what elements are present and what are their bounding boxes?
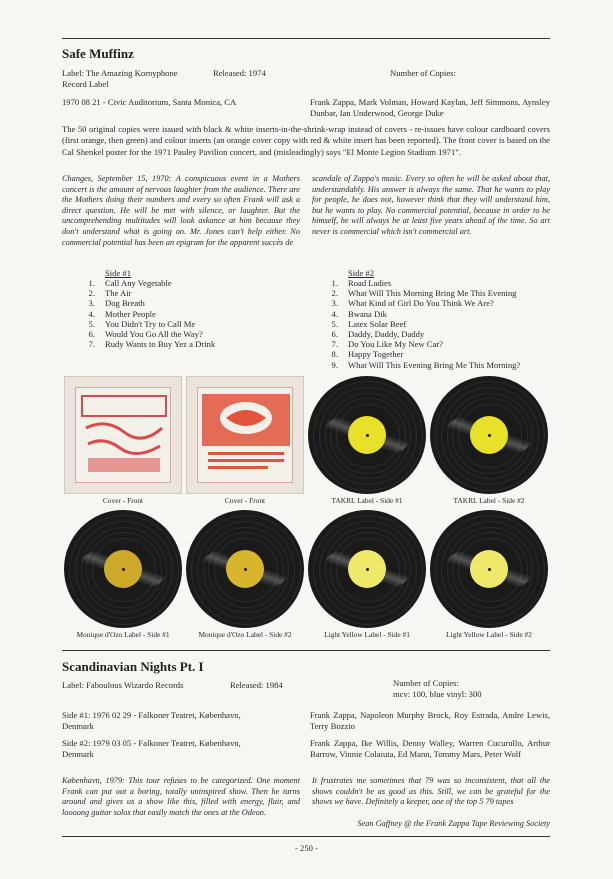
track-number: 2. xyxy=(331,288,338,299)
side1-tracklist xyxy=(75,268,295,349)
side2-tracks xyxy=(318,278,558,370)
track-item xyxy=(75,339,295,349)
side2-heading: Side #2 xyxy=(348,268,375,278)
track-item xyxy=(75,298,295,308)
cover-illustration xyxy=(76,388,172,484)
image-caption: Cover - Front xyxy=(224,496,266,505)
track-number: 4. xyxy=(331,308,338,319)
image-caption: Monique d'Ozo Label - Side #1 xyxy=(76,630,170,639)
track-title: Dog Breath xyxy=(105,298,145,309)
track-number: 2. xyxy=(88,288,95,299)
cover-artwork xyxy=(75,387,171,483)
copies-label: Number of Copies: xyxy=(390,68,456,78)
vinyl-record-image xyxy=(308,376,426,494)
spindle-hole xyxy=(244,568,247,571)
spindle-hole xyxy=(488,568,491,571)
side1-heading: Side #1 xyxy=(105,268,132,278)
image-caption: Light Yellow Label - Side #1 xyxy=(324,630,410,639)
track-item xyxy=(75,329,295,339)
spindle-hole xyxy=(488,434,491,437)
track-item xyxy=(318,360,558,370)
track-number: 1. xyxy=(88,278,95,288)
bottom-rule xyxy=(62,836,550,837)
track-title: Road Ladies xyxy=(348,278,392,288)
review-quote-right: scandale of Zappa's music. Every so often he will be asked about that, understandably. His answer is always the same. That he wants to play for people, he does not, however think that they will understand him, but he wants to play. No commercial potential, because in order to be himself, he will always be at least five years ahead of the time. So art never is commercial which isn't commercial art. xyxy=(312,174,550,236)
vinyl-record-image xyxy=(186,510,304,628)
spindle-hole xyxy=(366,434,369,437)
track-item xyxy=(318,319,558,329)
album2-quote-attribution: Sean Gaffney @ the Frank Zappa Tape Reviewing Society xyxy=(357,819,550,828)
track-number: 8. xyxy=(331,349,338,360)
track-title: You Didn't Try to Call Me xyxy=(105,318,196,329)
album2-copies-label: Number of Copies: xyxy=(393,678,459,688)
track-title: Would You Go All the Way? xyxy=(105,329,203,340)
image-caption: Monique d'Ozo Label - Side #2 xyxy=(198,630,292,639)
track-title: The Air xyxy=(105,288,132,299)
track-title: What Kind of Girl Do You Think We Are? xyxy=(348,298,494,309)
track-title: Do You Like My New Car? xyxy=(348,339,444,350)
section-rule xyxy=(62,650,550,651)
album2-release-info: Released: 1984 xyxy=(230,680,283,690)
track-title: Bwana Dik xyxy=(348,308,387,319)
track-number: 5. xyxy=(88,318,95,329)
track-title: What Will This Evening Bring Me This Morning? xyxy=(348,359,521,370)
album2-quote-right: It frustrates me sometimes that 79 was so inconsistent, that all the shows couldn't be as good as this. Still, we can be grateful for the shows we have. Definitely a keeper, one of the top 5 79 tapes xyxy=(312,776,550,807)
image-caption: TAKRL Label - Side #2 xyxy=(453,496,525,505)
review-quote-left: Changes, September 15, 1970: A conspicuous event in a Mothers concert is the amount of nervous laughter from the audience. There are the Mothers doing their numbers and every so often Frank will ask a direct question. He will be met with silence, or laughter. But the uncomprehending multitudes will look askance at him because they don't understand what is going on. Mr. Jones can't help either. No commercial potential has been an epigram for the apparent succès de xyxy=(62,174,300,247)
image-caption: TAKRL Label - Side #1 xyxy=(331,496,403,505)
album2-title: Scandinavian Nights Pt. I xyxy=(62,659,204,674)
album2-side1-recording: Side #1: 1976 02 29 - Falkoner Teatret, København, Denmark xyxy=(62,710,241,731)
track-item xyxy=(318,329,558,339)
track-number: 9. xyxy=(331,359,338,370)
track-item xyxy=(318,349,558,359)
track-title: Daddy, Daddy, Daddy xyxy=(348,329,425,340)
track-item xyxy=(318,288,558,298)
spindle-hole xyxy=(366,568,369,571)
track-number: 5. xyxy=(331,318,338,329)
track-item xyxy=(75,288,295,298)
album2-copies-value: mcv: 100, blue vinyl: 300 xyxy=(393,689,482,699)
album-description: The 50 original copies were issued with black & white inserts-in-the-shrink-wrap instead of covers - re-issues have colour cardboard covers (first orange, then green) and colour inserts (an orange cover copy with red & white insert has been reported). The front cover is based on the Cal Shenkel poster for the 1971 Pauley Pavilion concert, and (misleadingly) says "El Monte Legion Stadium 1971". xyxy=(62,124,550,157)
track-number: 3. xyxy=(331,298,338,309)
track-item xyxy=(318,309,558,319)
cover-illustration xyxy=(198,388,294,484)
track-number: 1. xyxy=(331,278,338,288)
track-number: 4. xyxy=(88,308,95,319)
album2-side1-musicians: Frank Zappa, Napoleon Murphy Brock, Roy Estrada, Andre Lewis, Terry Bozzio xyxy=(310,710,550,731)
track-title: Mother People xyxy=(105,308,156,319)
track-number: 6. xyxy=(331,329,338,340)
album2-side2-recording: Side #2: 1979 03 05 - Falkoner Teatret, København, Denmark xyxy=(62,738,241,759)
vinyl-record-image xyxy=(430,376,548,494)
side1-tracks xyxy=(75,278,295,349)
track-number: 7. xyxy=(88,339,95,350)
track-title: Call Any Vegetable xyxy=(105,278,172,288)
image-caption: Light Yellow Label - Side #2 xyxy=(446,630,532,639)
track-item xyxy=(318,339,558,349)
top-rule xyxy=(62,38,550,39)
cover-artwork xyxy=(197,387,293,483)
album-cover-image xyxy=(186,376,304,494)
album2-label-info: Label: Faboulous Wizardo Records xyxy=(62,680,184,690)
track-item xyxy=(318,298,558,308)
side2-tracklist xyxy=(318,268,558,370)
album-title: Safe Muffinz xyxy=(62,46,134,61)
vinyl-record-image xyxy=(64,510,182,628)
track-item xyxy=(75,309,295,319)
track-number: 3. xyxy=(88,298,95,309)
spindle-hole xyxy=(122,568,125,571)
track-number: 6. xyxy=(88,329,95,340)
vinyl-record-image xyxy=(430,510,548,628)
track-item xyxy=(75,278,295,288)
album2-quote-left: København, 1979: This tour refuses to be categorized. One moment Frank can put out a boring, totally uninspired show. Then he turns around and gives us a show like this, filled with energy, flair, and loooong guitar solos that easily match the ones at the Odeon. xyxy=(62,776,300,817)
recording-info: 1970 08 21 - Civic Auditorium, Santa Monica, CA xyxy=(62,97,237,107)
musicians: Frank Zappa, Mark Volman, Howard Kaylan, Jeff Simmons, Aynsley Dunbar, Ian Underwood, George Duke xyxy=(310,97,550,118)
track-title: Rudy Wants to Buy Yez a Drink xyxy=(105,339,216,350)
track-item xyxy=(75,319,295,329)
track-title: Happy Together xyxy=(348,349,404,360)
image-caption: Cover - Front xyxy=(102,496,144,505)
track-title: What Will This Morning Bring Me This Evening xyxy=(348,288,517,299)
label-info: Label: The Amazing Kornyphone Record Label xyxy=(62,68,178,89)
track-item xyxy=(318,278,558,288)
release-info: Released: 1974 xyxy=(213,68,266,78)
vinyl-record-image xyxy=(308,510,426,628)
page-number: - 250 - xyxy=(295,843,318,853)
album-cover-image xyxy=(64,376,182,494)
track-title: Latex Solar Beef xyxy=(348,318,407,329)
album2-side2-musicians: Frank Zappa, Ike Willis, Denny Walley, Warren Cucurullo, Arthur Barrow, Vinnie Colaiuta, Ed Mann, Tommy Mars, Peter Wolf xyxy=(310,738,550,759)
track-number: 7. xyxy=(331,339,338,350)
